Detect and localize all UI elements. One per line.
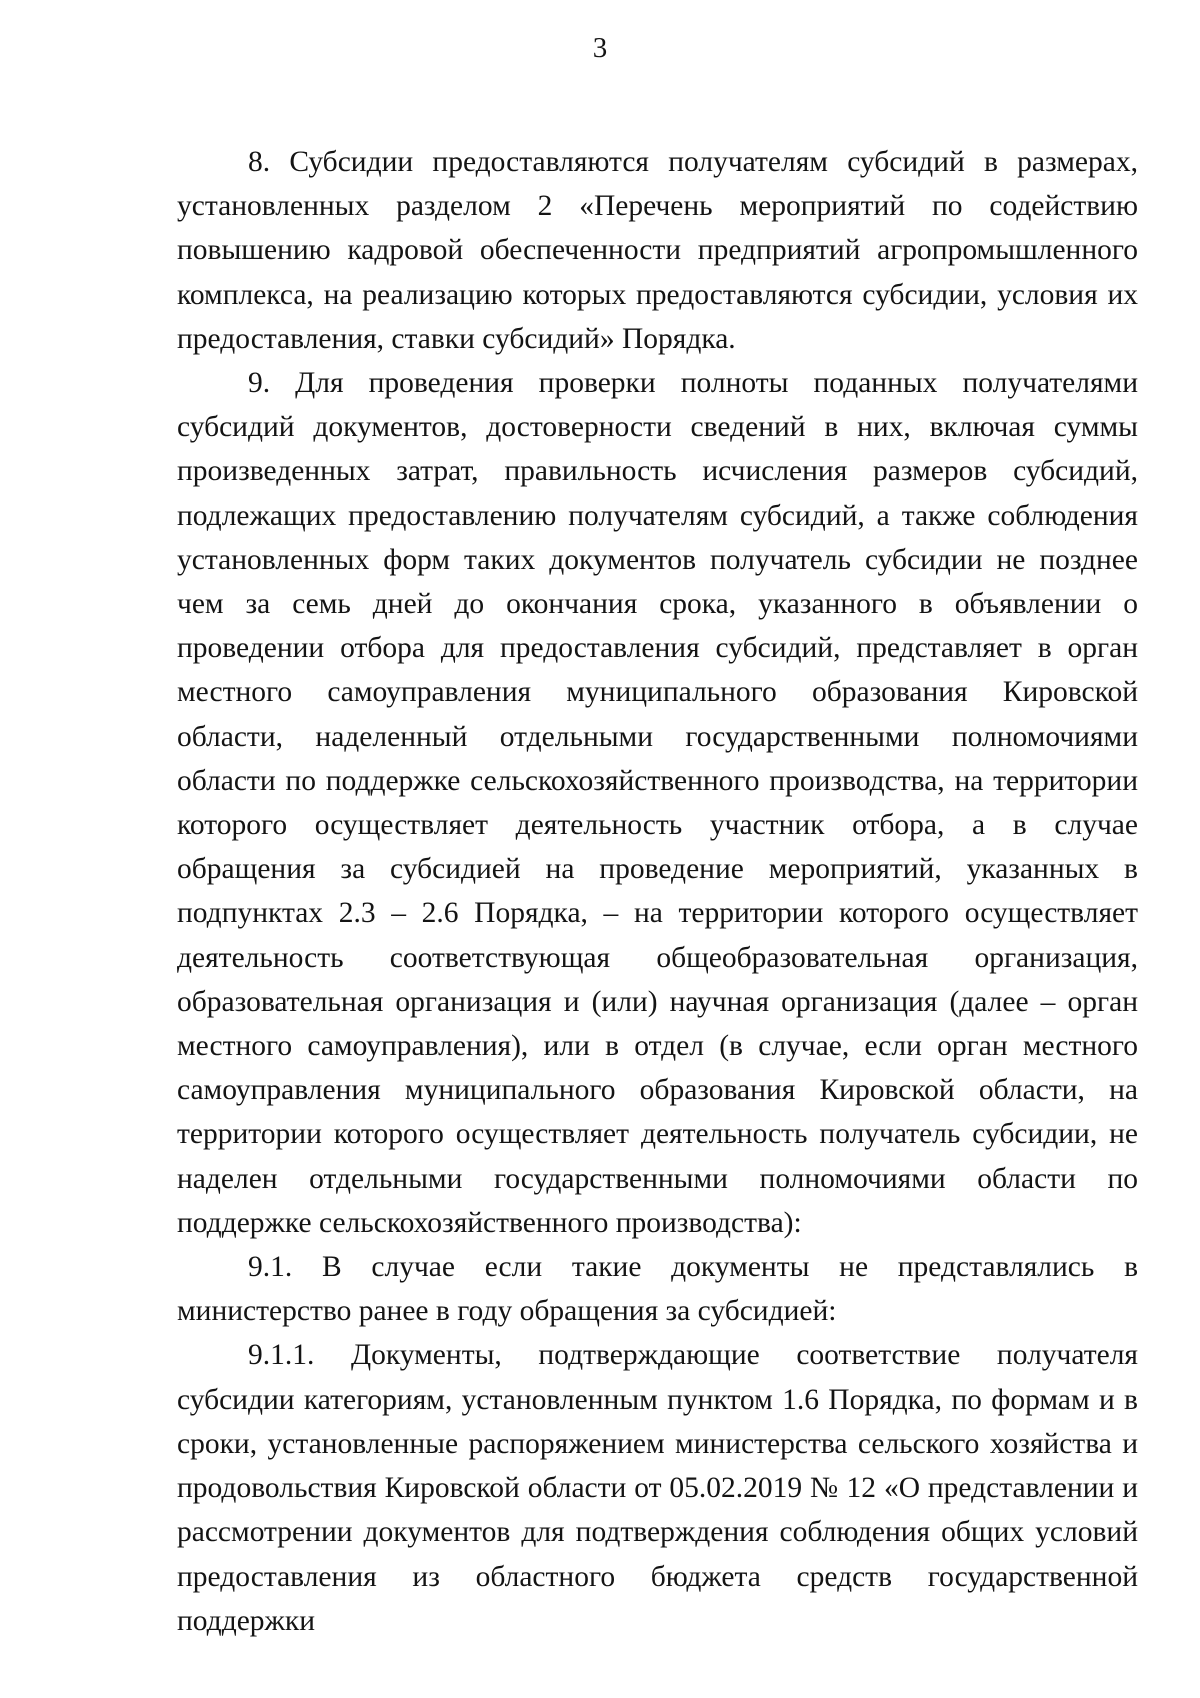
paragraph-9-1: 9.1. В случае если такие документы не представлялись в министерство ранее в году обращения за субсидией: [177,1251,1138,1328]
page-number: 3 [592,32,608,64]
paragraph-8: 8. Субсидии предоставляются получателям субсидий в размерах, установленных разделом 2 «Перечень мероприятий по содействию повышению кадровой обеспеченности предприятий агропромышленного комплекса, на реализацию которых предоставляются субсидии, условия их предоставления, ставки субсидий» Порядка. [177,146,1138,355]
paragraph-9-1-1: 9.1.1. Документы, подтверждающие соответствие получателя субсидии категориям, установленным пунктом 1.6 Порядка, по формам и в сроки, установленные распоряжением министерства сельского хозяйства и продовольствия Кировской области от 05.02.2019 № 12 «О представлении и рассмотрении документов для подтверждения соблюдения общих условий предоставления из областного бюджета средств государственной поддержки [177,1339,1138,1637]
document-body [177,140,1138,1643]
paragraph-9: 9. Для проведения проверки полноты поданных получателями субсидий документов, достоверности сведений в них, включая суммы произведенных затрат, правильность исчисления размеров субсидий, подлежащих предоставлению получателям субсидий, а также соблюдения установленных форм таких документов получатель субсидии не позднее чем за семь дней до окончания срока, указанного в объявлении о проведении отбора для предоставления субсидий, представляет в орган местного самоуправления муниципального образования Кировской области, наделенный отдельными государственными полномочиями области по поддержке сельскохозяйственного производства, на территории которого осуществляет деятельность участник отбора, а в случае обращения за субсидией на проведение мероприятий, указанных в подпунктах 2.3 – 2.6 Порядка, – на территории которого осуществляет деятельность соответствующая общеобразовательная организация, образовательная организация и (или) научная организация (далее – орган местного самоуправления), или в отдел (в случае, если орган местного самоуправления муниципального образования Кировской области, на территории которого осуществляет деятельность получатель субсидии, не наделен отдельными государственными полномочиями области по поддержке сельскохозяйственного производства): [177,367,1138,1239]
